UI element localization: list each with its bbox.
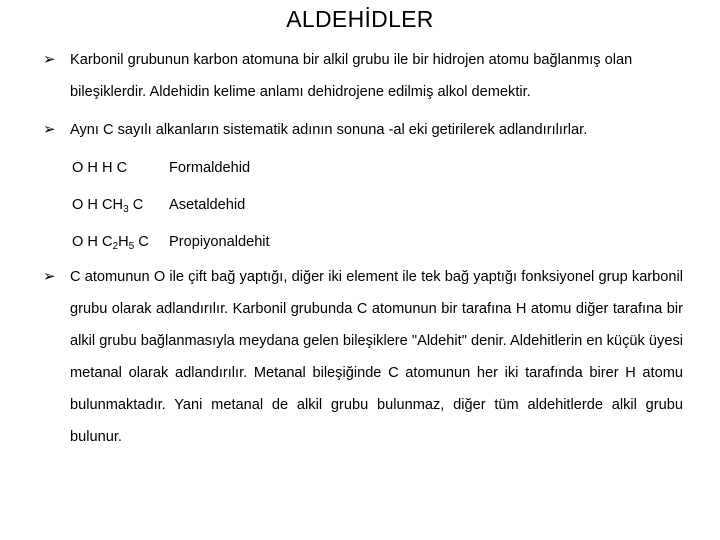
example-formula: O H $C_2H_5$ C bbox=[72, 234, 149, 252]
bullet-text: Aynı C sayılı alkanların sistematik adının sonuna -al eki getirilerek adlandırılırlar. bbox=[70, 122, 588, 138]
example-name: Asetaldehid bbox=[169, 197, 246, 213]
example-name: Formaldehid bbox=[169, 160, 251, 176]
arrow-bullet-icon: ➢ bbox=[43, 51, 56, 68]
bullet-text: Karbonil grubunun karbon atomuna bir alkil grubu ile bir hidrojen atomu bağlanmış olan bileşiklerdir. Aldehidin kelime anlamı dehidrojene edilmiş alkol demektir. bbox=[70, 52, 633, 100]
slide-title: ALDEHİDLER bbox=[286, 6, 434, 32]
bullet-definition bbox=[43, 44, 683, 108]
example-formula: O H $CH_3$ C bbox=[72, 197, 144, 215]
example-name: Propiyonaldehit bbox=[169, 234, 270, 250]
bullet-naming bbox=[43, 114, 683, 146]
arrow-bullet-icon: ➢ bbox=[43, 268, 56, 285]
example-formula: O H H C bbox=[72, 160, 128, 176]
bullet-text: C atomunun O ile çift bağ yaptığı, diğer iki element ile tek bağ yaptığı fonksiyonel grup karbonil grubu olarak adlandırılır. Karbonil grubunda C atomunun bir tarafına H atomu diğer tarafına bir alkil grubu bağlanmasıyla meydana gelen bileşiklere "Aldehit" denir. Aldehitlerin en küçük üyesi metanal olarak adlandırılır. Metanal bileşiğinde C atomunun her iki tarafında birer H atomu bulunmaktadır. Yani metanal de alkil grubu bulunmaz, diğer tüm aldehitlerde alkil grubu bulunur. bbox=[70, 269, 683, 445]
arrow-bullet-icon: ➢ bbox=[43, 121, 56, 138]
bullet-carbonyl bbox=[43, 261, 683, 453]
